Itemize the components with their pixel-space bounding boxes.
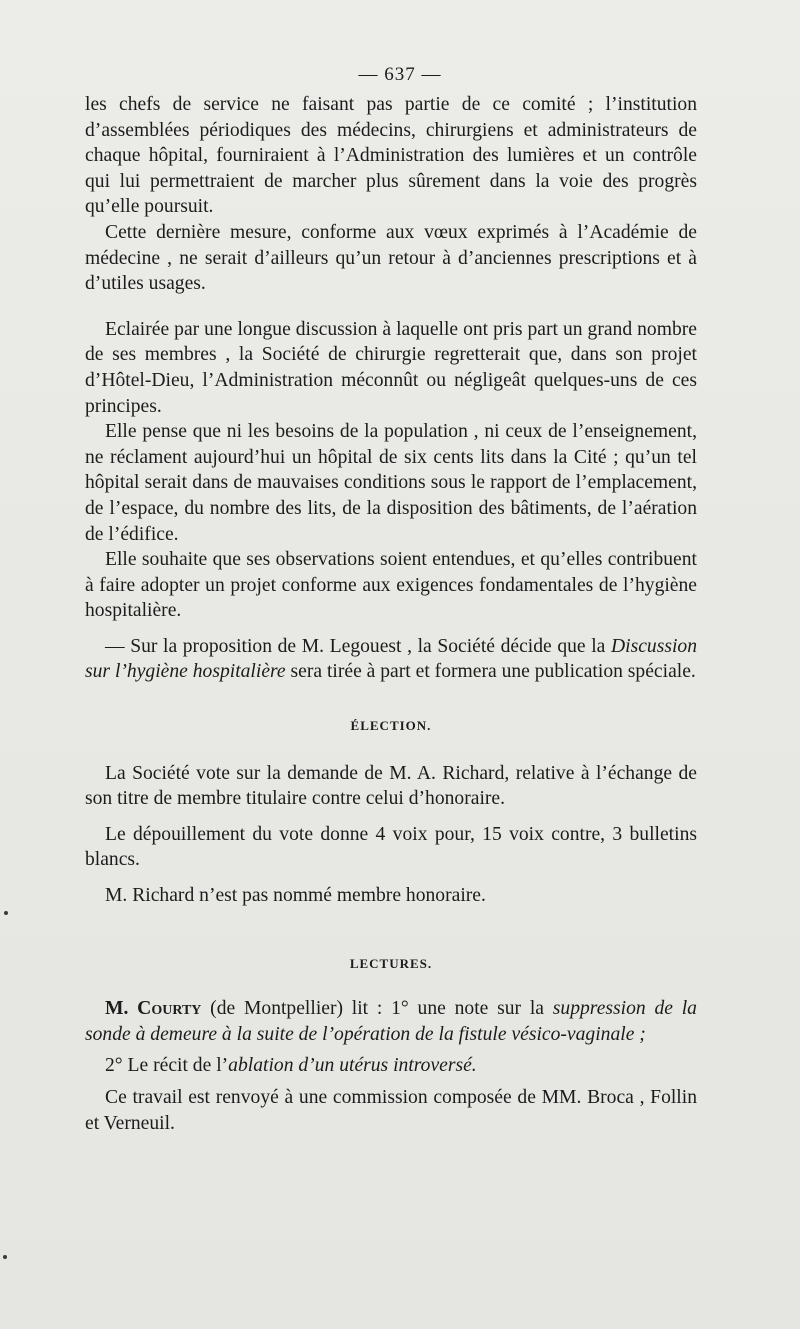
paragraph-6-start: — Sur la proposition de M. Legouest , la Société décide que la <box>105 635 611 657</box>
paragraph-10-text: (de Montpellier) lit : 1° une note sur la <box>201 998 553 1020</box>
paragraph-11 <box>85 1053 697 1079</box>
paragraph-4: Elle pense que ni les besoins de la population , ni ceux de l’enseignement, ne réclament aujourd’hui un hôpital de six cents lits dans la Cité ; qu’un tel hôpital serait dans de mauvaises conditions sous le rapport de l’emplacement, de l’espace, du nombre des lits, de la disposition des bâtiments, de l’aération de l’édifice. <box>85 421 697 545</box>
paragraph-2: Cette dernière mesure, conforme aux vœux exprimés à l’Académie de médecine , ne serait d’ailleurs qu’un retour à d’anciennes prescriptions et à d’utiles usages. <box>85 221 697 295</box>
paragraph-6-end: sera tirée à part et formera une publication spéciale. <box>285 661 696 683</box>
paragraph-7: La Société vote sur la demande de M. A. Richard, relative à l’échange de son titre de membre titulaire contre celui d’honoraire. <box>85 762 697 810</box>
paper-speck <box>3 1255 7 1259</box>
body-text <box>85 92 697 1136</box>
paragraph-12: Ce travail est renvoyé à une commission composée de MM. Broca , Follin et Verneuil. <box>85 1087 697 1134</box>
speaker-name: M. Courty <box>105 998 202 1020</box>
heading-lectures: LECTURES. <box>349 955 433 971</box>
paragraph-1: les chefs de service ne faisant pas partie de ce comité ; l’institution d’assemblées périodiques des médecins, chirurgiens et administrateurs de chaque hôpital, fourniraient à l’Administration des lumières et un contrôle qui lui permettraient de marcher plus sûrement dans la voie des progrès qu’elle poursuit. <box>85 94 697 218</box>
note-title: suppression de la sonde à demeure à la suite de l’opération de la fistule vésico-vaginale ; <box>85 998 697 1045</box>
paper-speck <box>4 911 8 915</box>
publication-title: Discussion sur l’hygiène hospitalière <box>85 635 697 683</box>
page-number: — 637 — <box>358 64 442 85</box>
paragraph-11-text: 2° Le récit de l’ <box>105 1055 229 1077</box>
paragraph-9: M. Richard n’est pas nommé membre honoraire. <box>105 885 486 907</box>
paragraph-6 <box>85 634 697 685</box>
paragraph-10 <box>85 996 697 1047</box>
paragraph-3: Eclairée par une longue discussion à laquelle ont pris part un grand nombre de ses membres , la Société de chirurgie regretterait que, dans son projet d’Hôtel-Dieu, l’Administration méconnût ou négligeât quelques-uns de ces principes. <box>85 318 697 417</box>
paragraph-5: Elle souhaite que ses observations soient entendues, et qu’elles contribuent à faire adopter un projet conforme aux exigences fondamentales de l’hygiène hospitalière. <box>85 549 697 622</box>
paragraph-8: Le dépouillement du vote donne 4 voix pour, 15 voix contre, 3 bulletins blancs. <box>85 823 697 871</box>
report-title: ablation d’un utérus introversé. <box>228 1055 477 1077</box>
heading-election: ÉLECTION. <box>350 718 432 734</box>
